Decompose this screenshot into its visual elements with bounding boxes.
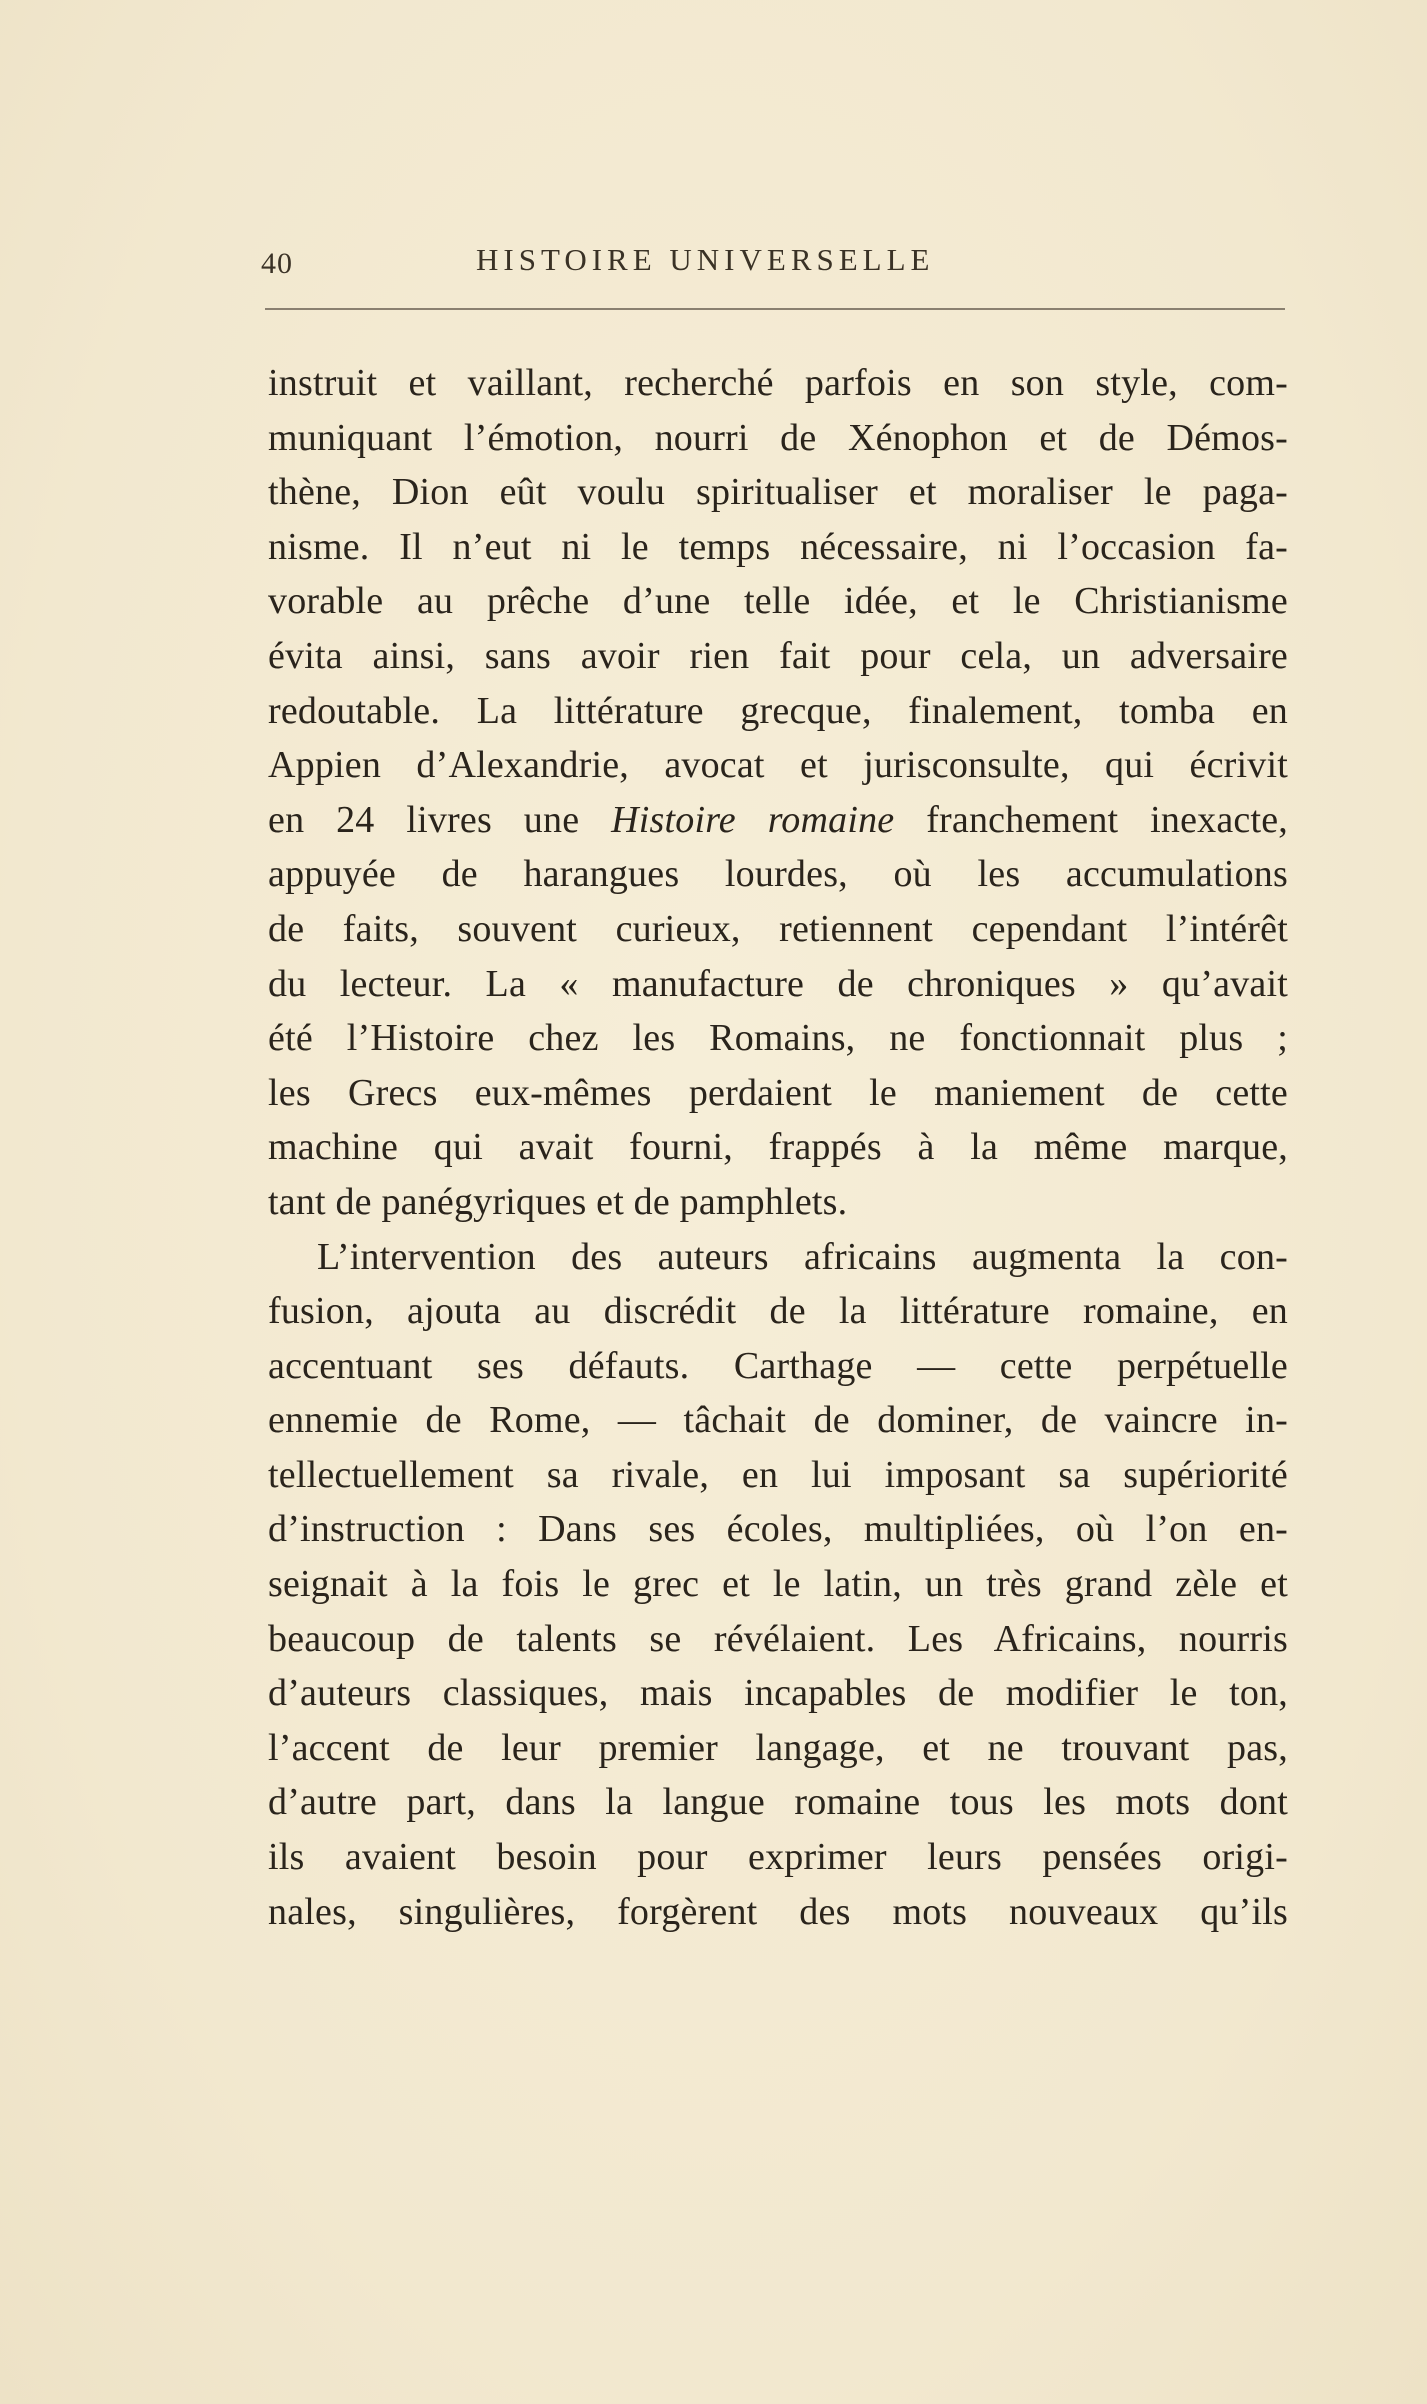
running-title: HISTOIRE UNIVERSELLE [476, 242, 935, 277]
page-number: 40 [261, 247, 293, 280]
text-line: thène, Dion eût voulu spiritualiser et moraliser le paga- [268, 471, 1288, 514]
text-line: beaucoup de talents se révélaient. Les Africains, nourris [268, 1617, 1288, 1660]
text-line: l’accent de leur premier langage, et ne trouvant pas, [268, 1726, 1288, 1769]
text-line: ils avaient besoin pour exprimer leurs pensées origi- [268, 1836, 1288, 1879]
text-line: du lecteur. La « manufacture de chroniques » qu’avait [268, 962, 1288, 1005]
text-line: évita ainsi, sans avoir rien fait pour cela, un adversaire [268, 634, 1288, 677]
text-line: les Grecs eux-mêmes perdaient le maniement de cette [268, 1071, 1288, 1114]
text-line: d’auteurs classiques, mais incapables de modifier le ton, [268, 1672, 1288, 1715]
text-segment: franchement inexacte, [894, 798, 1289, 841]
text-line: de faits, souvent curieux, retiennent cependant l’intérêt [268, 907, 1288, 950]
book-title-italic: Histoire romaine [611, 798, 895, 841]
text-line: été l’Histoire chez les Romains, ne fonctionnait plus ; [268, 1017, 1288, 1060]
text-line: machine qui avait fourni, frappés à la même marque, [268, 1126, 1288, 1169]
text-line: vorable au prêche d’une telle idée, et le Christianisme [268, 580, 1288, 623]
text-line: d’instruction : Dans ses écoles, multipliées, où l’on en- [268, 1508, 1288, 1551]
text-line: instruit et vaillant, recherché parfois en son style, com- [268, 362, 1288, 404]
paragraph-1 [268, 356, 1288, 1230]
text-line-last: tant de panégyriques et de pamphlets. [268, 1180, 848, 1223]
text-line: tellectuellement sa rivale, en lui imposant sa supériorité [268, 1453, 1288, 1496]
text-line-indented: L’intervention des auteurs africains augmenta la con- [317, 1235, 1288, 1278]
text-line: seignait à la fois le grec et le latin, un très grand zèle et [268, 1563, 1288, 1606]
body-text [268, 356, 1288, 1939]
text-line: Appien d’Alexandrie, avocat et jurisconsulte, qui écrivit [268, 744, 1288, 787]
text-segment: en 24 livres une [268, 798, 612, 841]
text-line-with-title [268, 793, 1288, 848]
header-rule [265, 308, 1285, 310]
text-line: d’autre part, dans la langue romaine tous les mots dont [268, 1781, 1288, 1824]
text-line: accentuant ses défauts. Carthage — cette perpétuelle [268, 1344, 1288, 1387]
text-line: fusion, ajouta au discrédit de la littérature romaine, en [268, 1290, 1288, 1333]
text-line: ennemie de Rome, — tâchait de dominer, de vaincre in- [268, 1399, 1288, 1442]
text-line: nales, singulières, forgèrent des mots nouveaux qu’ils [268, 1890, 1288, 1933]
text-line: nisme. Il n’eut ni le temps nécessaire, ni l’occasion fa- [268, 525, 1288, 568]
paragraph-2 [268, 1230, 1288, 1940]
text-line: appuyée de harangues lourdes, où les accumulations [268, 853, 1288, 896]
text-line: redoutable. La littérature grecque, finalement, tomba en [268, 689, 1288, 732]
text-line: muniquant l’émotion, nourri de Xénophon et de Démos- [268, 416, 1288, 459]
